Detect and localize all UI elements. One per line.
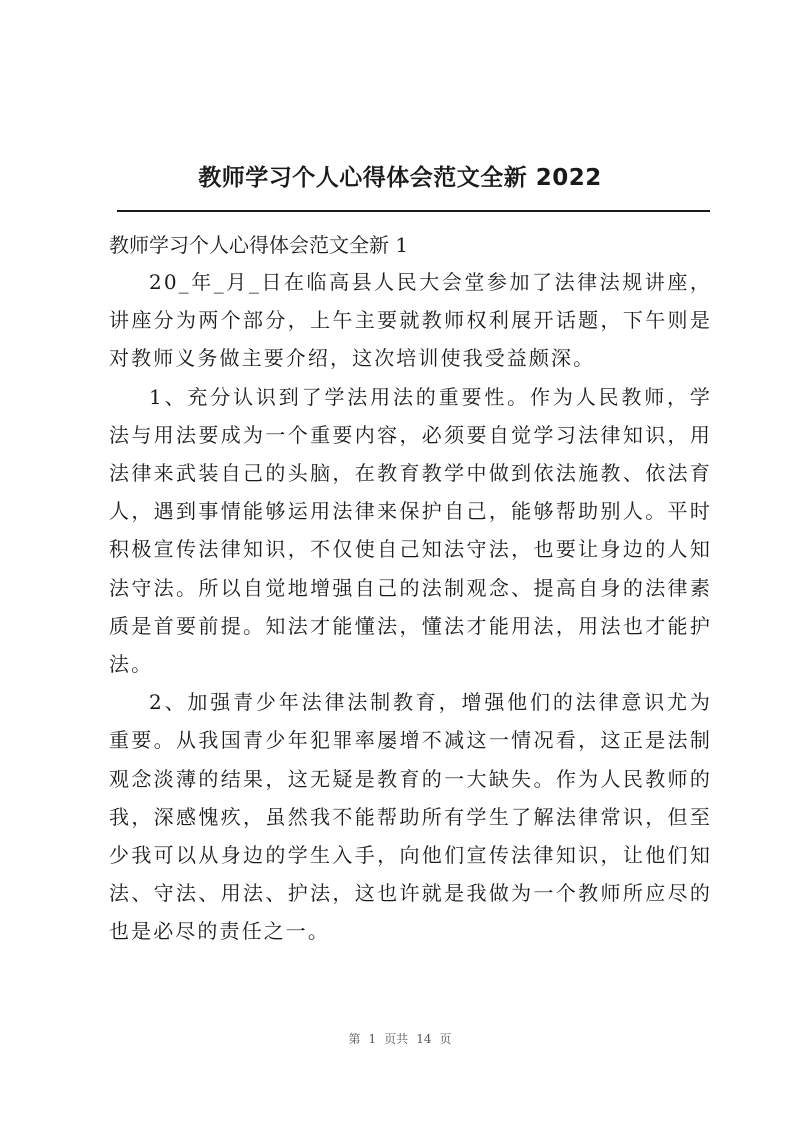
document-title: 教师学习个人心得体会范文全新 2022	[198, 165, 602, 191]
footer-mid: 页共	[384, 1032, 409, 1046]
paragraph-intro: 20_年_月_日在临高县人民大会堂参加了法律法规讲座，讲座分为两个部分，上午主要就教师权利展开话题，下午则是对教师义务做主要介绍，这次培训使我受益颇深。	[109, 270, 712, 371]
footer-prefix: 第	[348, 1032, 361, 1046]
paragraph-point-1: 1、充分认识到了学法用法的重要性。作为人民教师，学法与用法要成为一个重要内容，必须要自觉学习法律知识，用法律来武装自己的头脑，在教育教学中做到依法施教、依法育人，遇到事情能够运用法律来保护自己，能够帮助别人。平时积极宣传法律知识，不仅使自己知法守法，也要让身边的人知法守法。所以自觉地增强自己的法制观念、提高自身的法律素质是首要前提。知法才能懂法，懂法才能用法，用法也才能护法。	[109, 384, 712, 677]
page-footer	[0, 1030, 800, 1047]
footer-suffix: 页	[439, 1032, 452, 1046]
paragraph-point-2: 2、加强青少年法律法制教育，增强他们的法律意识尤为重要。从我国青少年犯罪率屡增不减这一情况看，这正是法制观念淡薄的结果，这无疑是教育的一大缺失。作为人民教师的我，深感愧疚，虽然我不能帮助所有学生了解法律常识，但至少我可以从身边的学生入手，向他们宣传法律知识，让他们知法、守法、用法、护法，这也许就是我做为一个教师所应尽的也是必尽的责任之一。	[109, 690, 712, 944]
footer-page-number: 1	[368, 1032, 377, 1046]
title-divider	[117, 210, 710, 212]
document-body	[109, 228, 712, 951]
section-heading: 教师学习个人心得体会范文全新 1	[109, 233, 409, 257]
footer-total-pages: 14	[416, 1032, 432, 1046]
